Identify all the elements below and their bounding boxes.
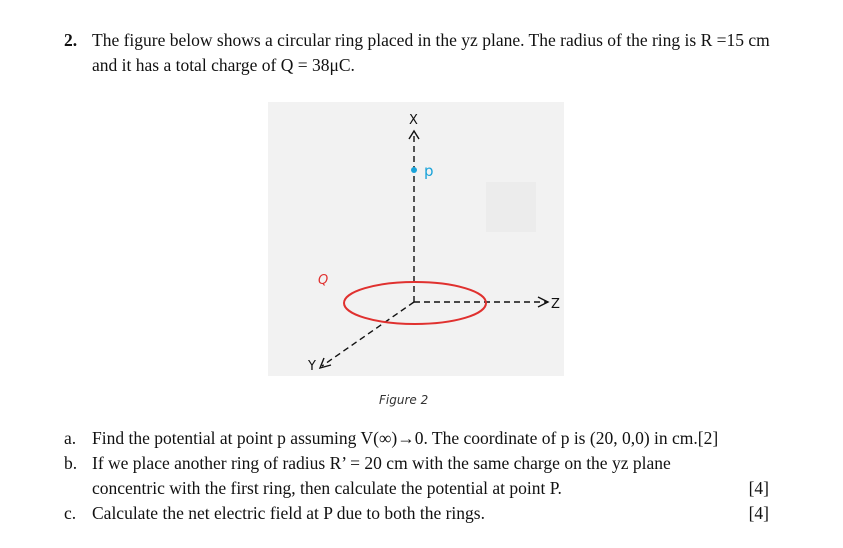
sub-question-text: Calculate the net electric field at P due to both the rings.: [92, 503, 485, 523]
question-text: The figure below shows a circular ring placed in the yz plane. The radius of the ring is R =15 cm and it has a total charge of Q = 38μC.: [92, 30, 770, 75]
sub-question-b: [64, 451, 784, 501]
marks-label: [4]: [748, 478, 769, 498]
background-artifact: [486, 182, 536, 232]
point-p-marker: [411, 167, 417, 173]
question-number: 2.: [64, 30, 78, 50]
sub-question-a: [64, 426, 784, 451]
figure-ring-diagram: [268, 102, 564, 376]
x-axis-label: X: [409, 113, 418, 128]
sub-question-text: If we place another ring of radius R’ = 20 cm with the same charge on the yz plane concentric with the first ring, then calculate the potential at point P.: [92, 453, 671, 498]
y-axis-arrowhead: [320, 358, 331, 368]
sub-question-text: Find the potential at point p assuming V(∞)→0. The coordinate of p is (20, 0,0) in cm.[2]: [92, 428, 719, 448]
sub-question-c: [64, 501, 784, 526]
sub-question-letter: c.: [64, 503, 77, 523]
sub-question-letter: a.: [64, 428, 77, 448]
point-p-label: p: [424, 162, 434, 180]
ring-diagram-svg: [268, 102, 564, 376]
y-axis-line: [322, 302, 414, 366]
sub-question-letter: b.: [64, 453, 78, 473]
y-axis-label: Y: [308, 359, 316, 374]
marks-label: [4]: [748, 503, 769, 523]
sub-question-list: [64, 426, 784, 526]
charged-ring: [344, 282, 486, 324]
charge-q-label: Q: [318, 273, 329, 288]
z-axis-label: Z: [551, 297, 560, 312]
figure-caption: Figure 2: [379, 393, 429, 407]
